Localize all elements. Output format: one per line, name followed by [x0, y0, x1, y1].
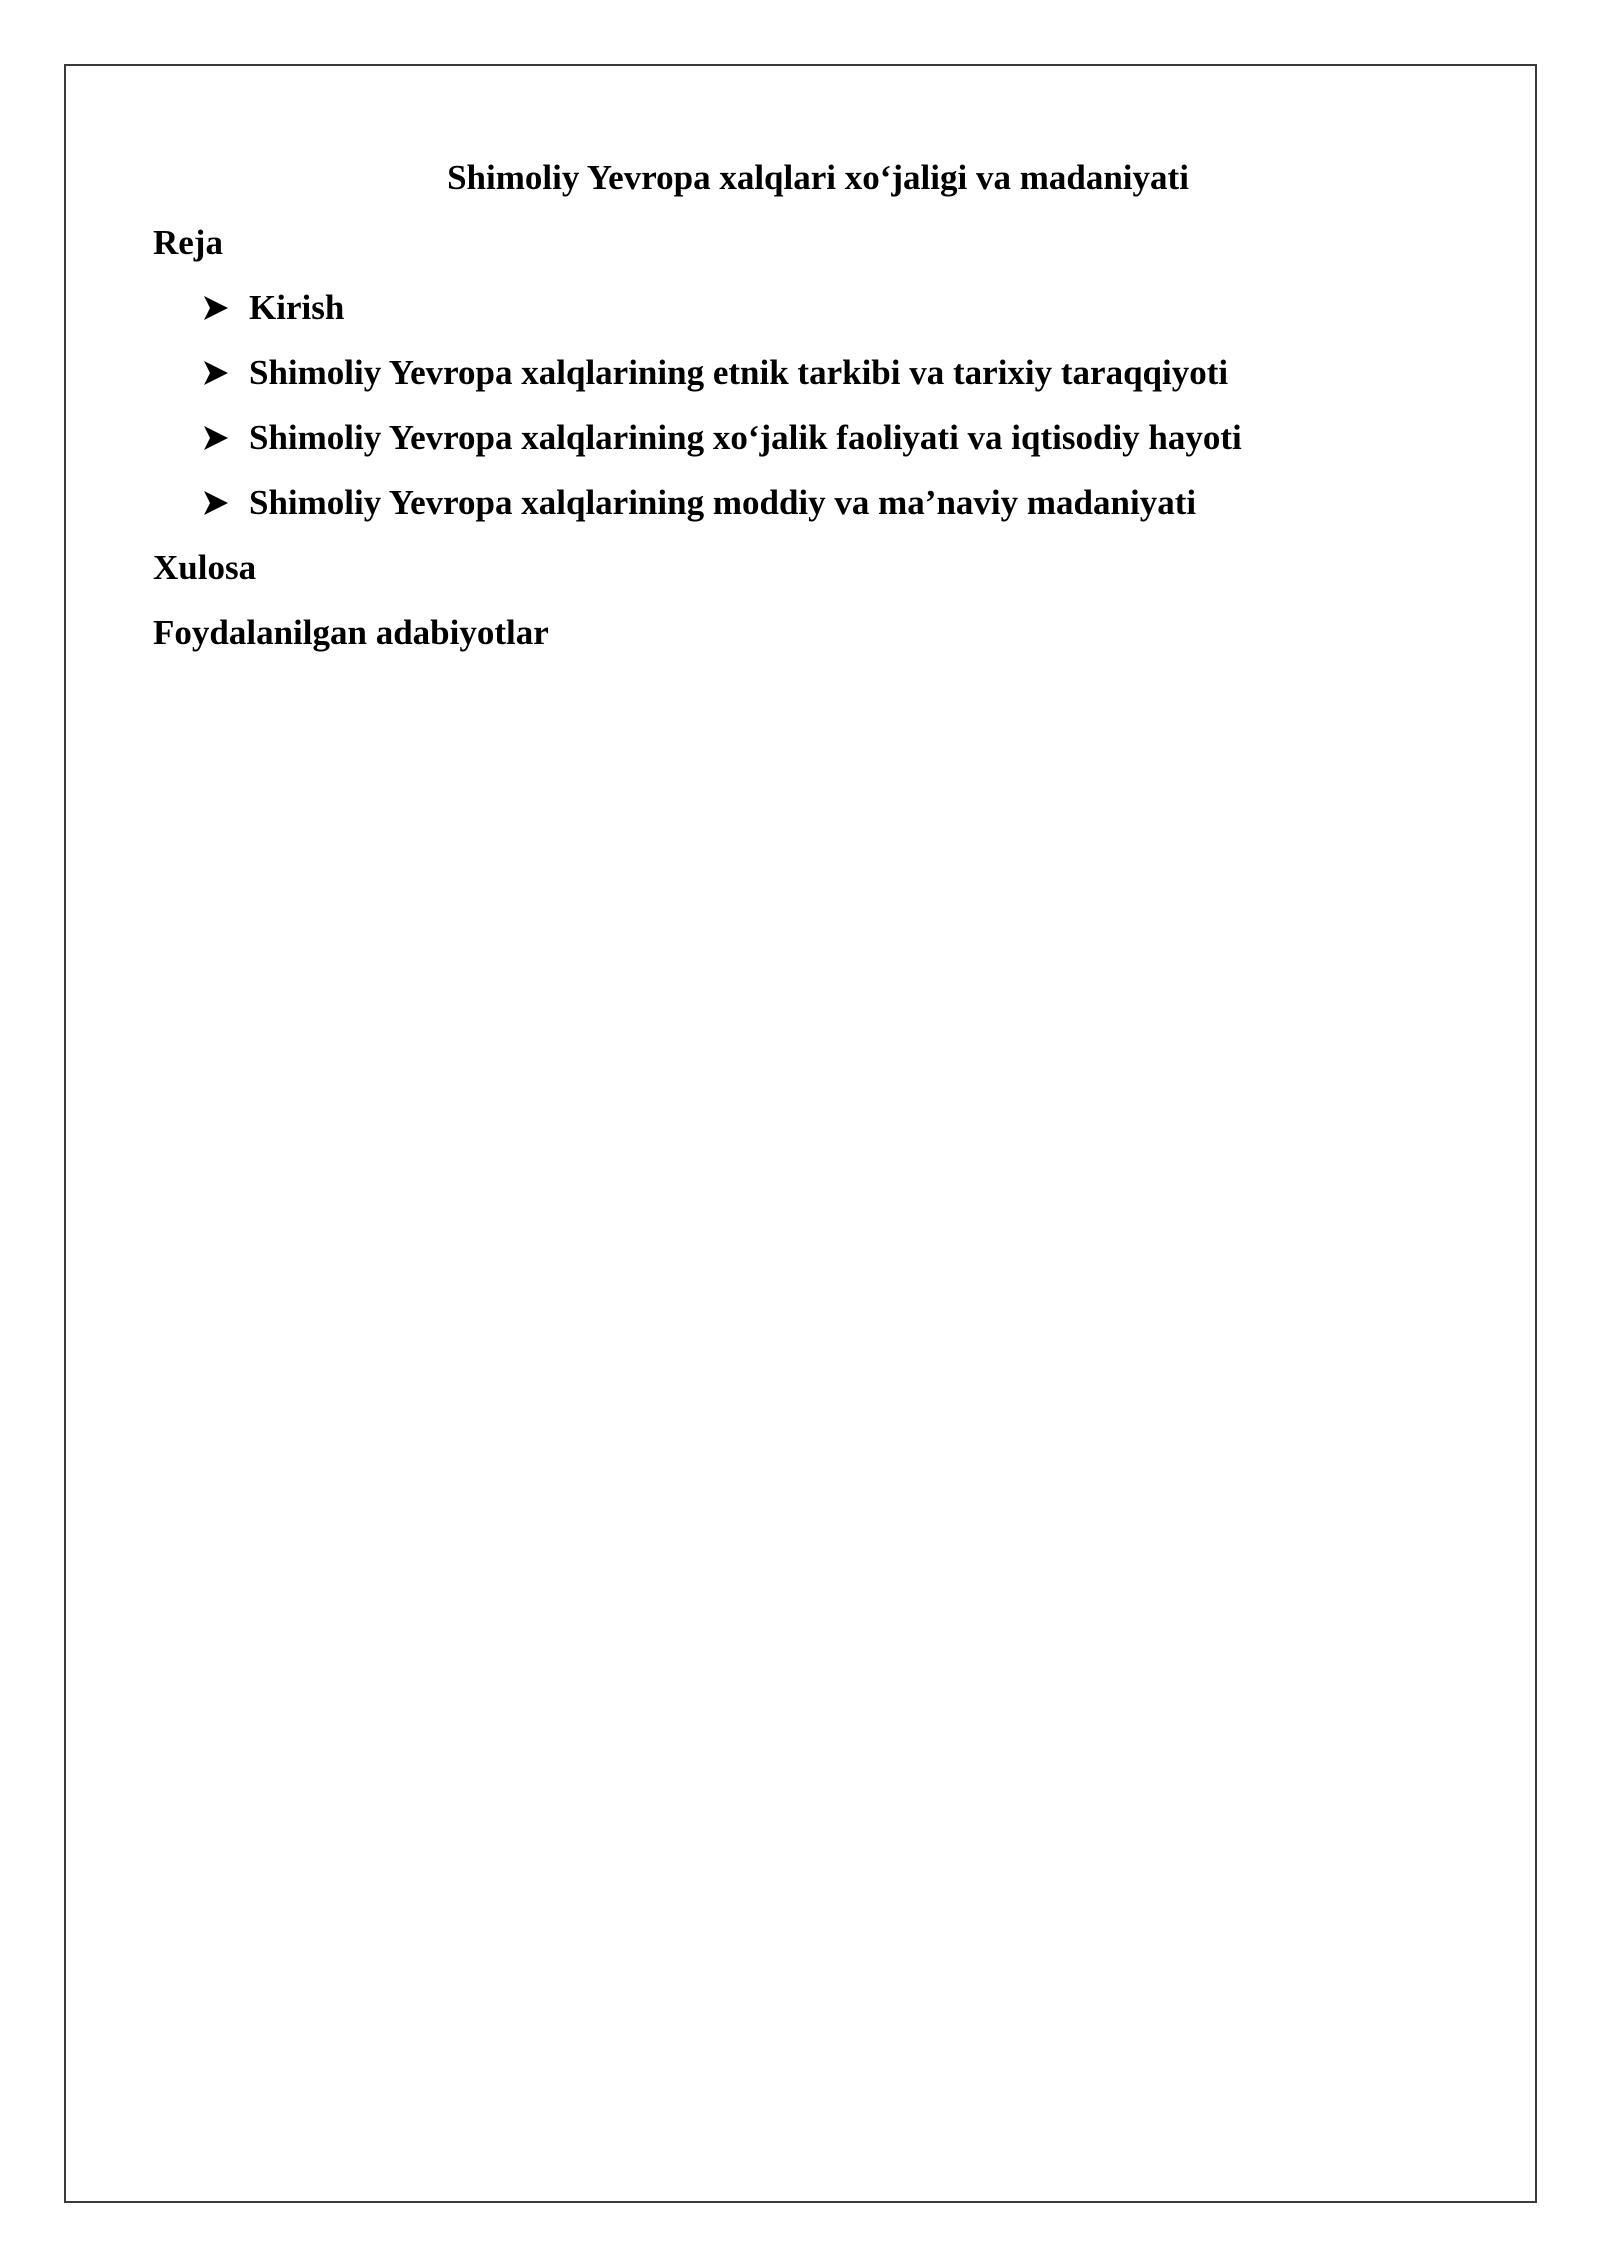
- conclusion-heading: Xulosa: [153, 548, 257, 587]
- arrowhead-bullet-icon: [201, 288, 249, 328]
- plan-item-label: Shimoliy Yevropa xalqlarining moddiy va ma’naviy madaniyati: [249, 483, 1197, 522]
- plan-item-label: Shimoliy Yevropa xalqlarining etnik tarkibi va tarixiy taraqqiyoti: [249, 353, 1229, 392]
- plan-item-etnik-tarkib: [201, 340, 1463, 405]
- arrowhead-bullet-icon: [201, 418, 249, 458]
- arrowhead-bullet-icon: [201, 483, 249, 523]
- plan-item-label: Shimoliy Yevropa xalqlarining xo‘jalik faoliyati va iqtisodiy hayoti: [249, 418, 1242, 457]
- document-title: Shimoliy Yevropa xalqlari xo‘jaligi va madaniyati: [447, 158, 1189, 197]
- arrowhead-bullet-icon: [201, 353, 249, 393]
- plan-list: [153, 275, 1463, 535]
- document-body: [153, 145, 1463, 665]
- plan-item-xojalik: [201, 405, 1463, 470]
- plan-item-madaniyat: [201, 470, 1463, 535]
- plan-item-label: Kirish: [249, 288, 345, 327]
- plan-item-kirish: [201, 275, 1463, 340]
- references-heading: Foydalanilgan adabiyotlar: [153, 613, 549, 652]
- plan-heading: Reja: [153, 223, 223, 262]
